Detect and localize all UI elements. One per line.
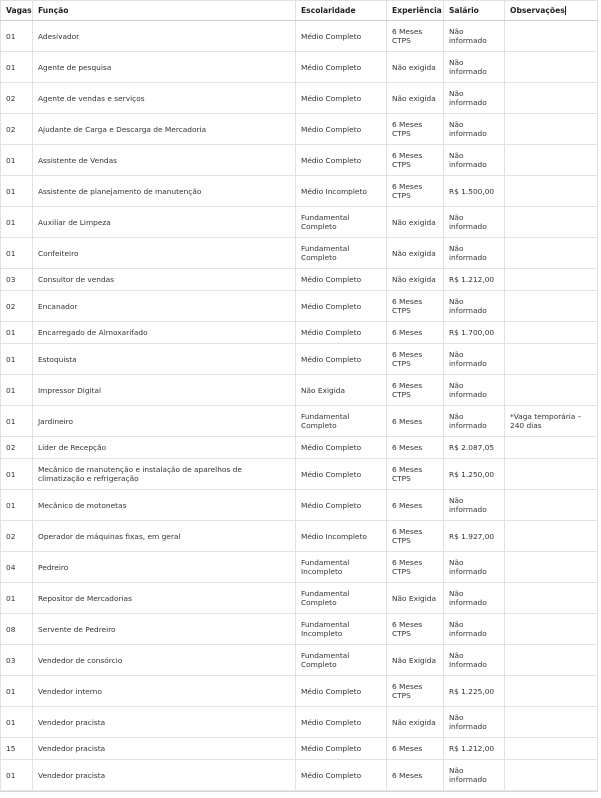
cell-salario: R$ 1.225,00 [444,676,505,707]
cell-funcao: Vendedor pracista [33,738,296,760]
table-row [1,614,598,645]
cell-funcao: Vendedor de consórcio [33,645,296,676]
cell-salario: R$ 1.927,00 [444,521,505,552]
cell-funcao: Estoquista [33,344,296,375]
cell-escolaridade: Médio Completo [296,145,387,176]
cell-vagas: 02 [1,437,33,459]
header-salario: Salário [444,1,505,21]
cell-funcao: Ajudante de Carga e Descarga de Mercadoria [33,114,296,145]
cell-salario: Não informado [444,344,505,375]
cell-observacoes [505,490,598,521]
cell-escolaridade: Médio Completo [296,344,387,375]
cell-vagas: 15 [1,738,33,760]
table-row [1,490,598,521]
cell-salario: Não informado [444,114,505,145]
cell-experiencia: Não exigida [387,83,444,114]
cell-escolaridade: Fundamental Incompleto [296,552,387,583]
cell-escolaridade: Fundamental Completo [296,406,387,437]
cell-escolaridade: Fundamental Incompleto [296,614,387,645]
cell-salario: Não Informado [444,645,505,676]
cell-escolaridade: Médio Completo [296,269,387,291]
table-row [1,437,598,459]
cell-salario: Não informado [444,207,505,238]
cell-observacoes [505,707,598,738]
table-row [1,344,598,375]
cell-observacoes [505,114,598,145]
cell-funcao: Agente de pesquisa [33,52,296,83]
cell-salario: R$ 1.212,00 [444,738,505,760]
cell-salario: Não informado [444,145,505,176]
cell-salario: Não informado [444,375,505,406]
cell-observacoes: *Vaga temporária – 240 dias [505,406,598,437]
table-row [1,760,598,791]
cell-observacoes [505,552,598,583]
table-row [1,238,598,269]
cell-observacoes [505,614,598,645]
cell-salario: Não informado [444,291,505,322]
cell-vagas: 01 [1,52,33,83]
cell-vagas: 03 [1,645,33,676]
cell-observacoes [505,83,598,114]
cell-experiencia: 6 Meses CTPS [387,291,444,322]
header-observacoes-label: Observações [510,5,565,15]
cell-funcao: Mecânico de motonetas [33,490,296,521]
cell-vagas: 02 [1,114,33,145]
cell-salario: Não informado [444,406,505,437]
cell-vagas: 01 [1,21,33,52]
cell-experiencia: 6 Meses CTPS [387,521,444,552]
cell-vagas: 01 [1,176,33,207]
cell-experiencia: 6 Meses [387,406,444,437]
cell-experiencia: Não exigida [387,269,444,291]
cell-funcao: Pedreiro [33,552,296,583]
cell-funcao: Auxiliar de Limpeza [33,207,296,238]
cell-escolaridade: Médio Completo [296,21,387,52]
cell-funcao: Assistente de Vendas [33,145,296,176]
cell-escolaridade: Médio Completo [296,459,387,490]
cell-salario: Não informado [444,760,505,791]
cell-experiencia: 6 Meses CTPS [387,176,444,207]
cell-experiencia: 6 Meses CTPS [387,344,444,375]
cell-experiencia: 6 Meses CTPS [387,21,444,52]
cell-experiencia: Não Exigida [387,583,444,614]
cell-observacoes [505,583,598,614]
cell-vagas: 02 [1,291,33,322]
cell-observacoes [505,52,598,83]
cell-funcao: Consultor de vendas [33,269,296,291]
cell-funcao: Vendedor interno [33,676,296,707]
cell-salario: R$ 1.212,00 [444,269,505,291]
cell-salario: Não informado [444,614,505,645]
table-row [1,269,598,291]
cell-experiencia: 6 Meses CTPS [387,552,444,583]
cell-vagas: 02 [1,83,33,114]
cell-vagas: 01 [1,459,33,490]
cell-vagas: 01 [1,322,33,344]
cell-experiencia: Não exigida [387,238,444,269]
cell-salario: R$ 2.087,05 [444,437,505,459]
table-row [1,707,598,738]
table-header-row [1,1,598,21]
cell-funcao: Vendedor pracista [33,760,296,791]
table-row [1,114,598,145]
table-row [1,645,598,676]
cell-observacoes [505,459,598,490]
cell-escolaridade: Médio Completo [296,83,387,114]
cell-funcao: Líder de Recepção [33,437,296,459]
cell-funcao: Encarregado de Almoxarifado [33,322,296,344]
cell-experiencia: 6 Meses [387,760,444,791]
table-row [1,322,598,344]
cell-vagas: 01 [1,406,33,437]
cell-experiencia: 6 Meses CTPS [387,114,444,145]
cell-observacoes [505,145,598,176]
table-row [1,375,598,406]
cell-escolaridade: Fundamental Completo [296,583,387,614]
cell-escolaridade: Médio Completo [296,490,387,521]
cell-salario: Não informado [444,707,505,738]
cell-experiencia: Não exigida [387,207,444,238]
cell-observacoes [505,437,598,459]
table-body [1,21,598,791]
cell-vagas: 04 [1,552,33,583]
cell-observacoes [505,521,598,552]
table-row [1,459,598,490]
cell-funcao: Confeiteiro [33,238,296,269]
cell-salario: Não informado [444,552,505,583]
cell-vagas: 01 [1,145,33,176]
cell-vagas: 01 [1,344,33,375]
table-row [1,145,598,176]
cell-escolaridade: Médio Completo [296,707,387,738]
cell-experiencia: Não exigida [387,52,444,83]
table-row [1,52,598,83]
cell-funcao: Jardineiro [33,406,296,437]
cell-funcao: Mecânico de manutenção e instalação de aparelhos de climatização e refrigeração [33,459,296,490]
cell-funcao: Encanador [33,291,296,322]
cell-escolaridade: Médio Incompleto [296,176,387,207]
cell-funcao: Adesivador [33,21,296,52]
cell-salario: Não informado [444,21,505,52]
cell-experiencia: 6 Meses [387,738,444,760]
cell-funcao: Operador de máquinas fixas, em geral [33,521,296,552]
table-row [1,406,598,437]
cell-vagas: 01 [1,676,33,707]
cell-observacoes [505,344,598,375]
table-row [1,583,598,614]
table-row [1,676,598,707]
cell-salario: R$ 1.250,00 [444,459,505,490]
header-escolaridade: Escolaridade [296,1,387,21]
cell-experiencia: 6 Meses CTPS [387,375,444,406]
cell-experiencia: 6 Meses CTPS [387,614,444,645]
cell-observacoes [505,207,598,238]
cell-observacoes [505,760,598,791]
cell-escolaridade: Médio Incompleto [296,521,387,552]
header-vagas: Vagas [1,1,33,21]
cell-escolaridade: Médio Completo [296,322,387,344]
cell-vagas: 01 [1,760,33,791]
cell-escolaridade: Médio Completo [296,437,387,459]
cell-vagas: 01 [1,707,33,738]
cell-observacoes [505,21,598,52]
table-row [1,207,598,238]
cell-escolaridade: Fundamental Completo [296,238,387,269]
cell-escolaridade: Médio Completo [296,760,387,791]
header-funcao: Função [33,1,296,21]
cell-salario: Não informado [444,52,505,83]
header-observacoes [505,1,598,21]
cell-vagas: 03 [1,269,33,291]
cell-observacoes [505,645,598,676]
text-cursor [565,6,566,15]
cell-funcao: Vendedor pracista [33,707,296,738]
cell-vagas: 01 [1,207,33,238]
table-row [1,21,598,52]
cell-escolaridade: Médio Completo [296,114,387,145]
cell-observacoes [505,291,598,322]
cell-escolaridade: Fundamental Completo [296,207,387,238]
cell-experiencia: 6 Meses CTPS [387,459,444,490]
cell-experiencia: Não Exigida [387,645,444,676]
cell-vagas: 01 [1,490,33,521]
cell-salario: R$ 1.500,00 [444,176,505,207]
table-row [1,552,598,583]
cell-vagas: 01 [1,238,33,269]
cell-funcao: Assistente de planejamento de manutenção [33,176,296,207]
cell-observacoes [505,738,598,760]
cell-funcao: Servente de Pedreiro [33,614,296,645]
cell-salario: Não informado [444,490,505,521]
cell-experiencia: 6 Meses CTPS [387,676,444,707]
cell-escolaridade: Médio Completo [296,738,387,760]
cell-funcao: Repositor de Mercadorias [33,583,296,614]
table-row [1,738,598,760]
cell-funcao: Impressor Digital [33,375,296,406]
table-row [1,521,598,552]
cell-experiencia: 6 Meses [387,437,444,459]
cell-escolaridade: Médio Completo [296,52,387,83]
cell-escolaridade: Não Exigida [296,375,387,406]
table-row [1,176,598,207]
cell-salario: Não informado [444,238,505,269]
cell-observacoes [505,676,598,707]
cell-observacoes [505,375,598,406]
cell-vagas: 01 [1,583,33,614]
table-row [1,291,598,322]
cell-vagas: 01 [1,375,33,406]
cell-escolaridade: Fundamental Completo [296,645,387,676]
cell-experiencia: Não exigida [387,707,444,738]
cell-experiencia: 6 Meses [387,322,444,344]
table-row [1,83,598,114]
cell-salario: R$ 1.700,00 [444,322,505,344]
cell-observacoes [505,176,598,207]
cell-observacoes [505,322,598,344]
cell-escolaridade: Médio Completo [296,291,387,322]
cell-observacoes [505,269,598,291]
header-experiencia: Experiência [387,1,444,21]
cell-funcao: Agente de vendas e serviços [33,83,296,114]
cell-vagas: 02 [1,521,33,552]
cell-salario: Não informado [444,83,505,114]
cell-experiencia: 6 Meses CTPS [387,145,444,176]
cell-observacoes [505,238,598,269]
cell-escolaridade: Médio Completo [296,676,387,707]
cell-vagas: 08 [1,614,33,645]
cell-experiencia: 6 Meses [387,490,444,521]
cell-salario: Não informado [444,583,505,614]
